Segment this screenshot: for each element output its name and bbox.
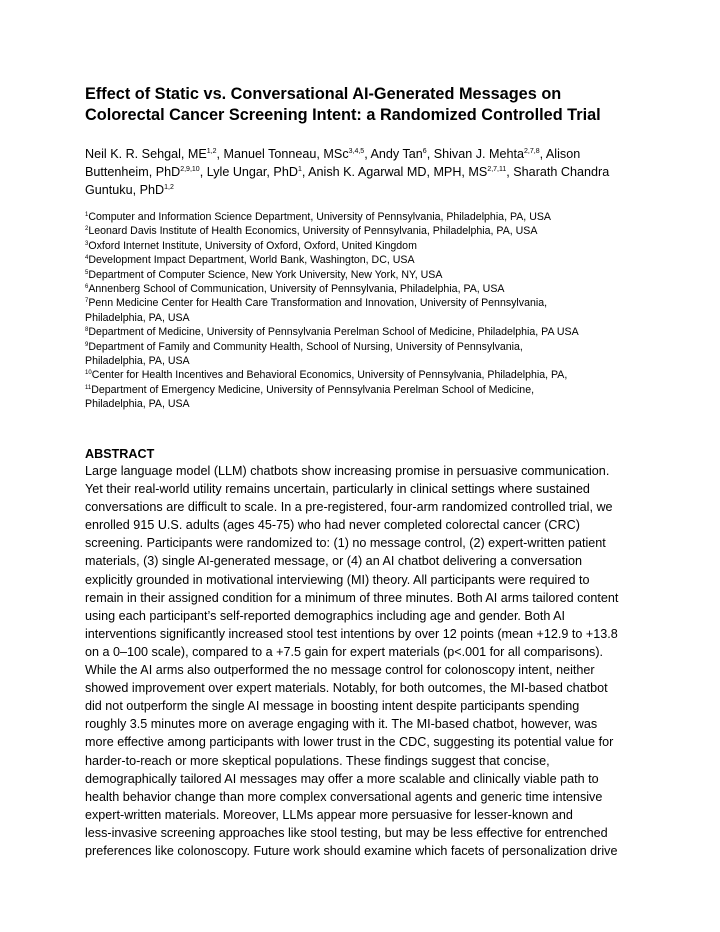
affiliation-text: Department of Medicine, University of Pennsylvania Perelman School of Medicine, Philadelphia, PA USA [88, 326, 579, 339]
author-name: Manuel Tonneau, MSc [223, 147, 349, 161]
affiliation-list [85, 210, 645, 412]
abstract-line: materials, (3) single AI-generated message, or (4) an AI chatbot delivering a conversation [85, 554, 583, 569]
abstract-line: expert-written materials. Moreover, LLMs appear more persuasive for lesser-known and [85, 807, 573, 822]
author-affil-sup: 2,7,11 [487, 166, 507, 173]
affiliation-item [85, 253, 645, 267]
affiliation-text: Department of Family and Community Health, School of Nursing, University of Pennsylvania, [88, 340, 523, 353]
affiliation-item [85, 368, 645, 382]
abstract-line: did not outperform the single AI message in boosting intent despite participants spending [85, 699, 580, 714]
abstract-line: interventions significantly increased stool test intentions by over 12 points (mean +12.9 to +13.8 [85, 626, 618, 641]
abstract-line: conversations are difficult to scale. In a pre-registered, four-arm randomized controlled trial, we [85, 500, 613, 515]
affiliation-number: 3 [85, 240, 89, 247]
affiliation-text: Oxford Internet Institute, University of Oxford, Oxford, United Kingdom [88, 239, 417, 252]
affiliation-number: 1 [85, 212, 89, 218]
abstract-line: harder-to-reach or more skeptical populations. These findings suggest that concise, [85, 753, 550, 768]
affiliation-number: 2 [85, 226, 89, 233]
affiliation-text: Department of Emergency Medicine, University of Pennsylvania Perelman School of Medicine, [91, 383, 535, 396]
affiliation-text: Computer and Information Science Department, University of Pennsylvania, Philadelphia, PA, USA [88, 211, 551, 223]
author-name-part: Guntuku, PhD [85, 183, 165, 197]
affiliation-item [85, 224, 645, 238]
affiliation-text: Penn Medicine Center for Health Care Transformation and Innovation, University of Pennsylvania, [88, 297, 548, 310]
affiliation-number: 8 [85, 327, 89, 334]
affiliation-number: 11 [85, 384, 92, 391]
abstract-line: preferences like colonoscopy. Future work should examine which facets of personalization drive [85, 843, 618, 858]
abstract-line: more effective among participants with lower trust in the CDC, suggesting its potential value for [85, 735, 614, 750]
paper-title [85, 84, 637, 126]
author-name: Andy Tan [370, 147, 423, 161]
abstract-line: remain in their assigned condition for a minimum of three minutes. Both AI arms tailored content [85, 590, 619, 605]
abstract-line: Yet their real-world utility remains uncertain, particularly in clinical settings where sustained [85, 482, 590, 497]
abstract-line: showed improvement over expert materials. Notably, for both outcomes, the MI-based chatbot [85, 681, 608, 696]
affiliation-number: 9 [85, 341, 89, 348]
author-line [85, 181, 645, 199]
affiliation-item [85, 239, 645, 253]
abstract-heading: ABSTRACT [85, 447, 155, 461]
affiliation-number: 5 [85, 269, 89, 276]
title-line: Effect of Static vs. Conversational AI-Generated Messages on [85, 85, 562, 103]
author-affil-sup: 1,2 [164, 184, 174, 191]
author-name-part: Buttenheim, PhD [85, 165, 181, 179]
affiliation-number: 6 [85, 284, 89, 291]
affiliation-text: Leonard Davis Institute of Health Economics, University of Pennsylvania, Philadelphia, PA, USA [88, 225, 538, 238]
author-name: Lyle Ungar, PhD [206, 165, 298, 179]
affiliation-text: Department of Computer Science, New York University, New York, NY, USA [88, 268, 443, 281]
abstract-line: health behavior change than more complex conversational agents and generic time intensive [85, 789, 603, 804]
affiliation-text-continued: Philadelphia, PA, USA [85, 311, 190, 324]
affiliation-number: 4 [85, 255, 89, 262]
author-affil-sup: 1 [297, 166, 302, 173]
author-affil-sup: 3,4,5 [348, 148, 365, 155]
abstract-line: enrolled 915 U.S. adults (ages 45-75) who had never completed colorectal cancer (CRC) [85, 518, 580, 533]
author-affil-sup: 2,7,8 [524, 148, 540, 155]
affiliation-number: 7 [85, 298, 89, 305]
author-name: Shivan J. Mehta [433, 147, 525, 161]
author-name: Anish K. Agarwal MD, MPH, MS [308, 165, 488, 179]
author-name-part: Sharath Chandra [513, 165, 610, 179]
author-name-part: Alison [545, 147, 581, 161]
abstract-line: roughly 3.5 minutes more on average engaging with it. The MI-based chatbot, however, was [85, 717, 598, 732]
abstract-line: on a 0–100 scale), compared to a +7.5 gain for expert materials (p<.001 for all comparisons). [85, 644, 604, 659]
abstract-body [85, 462, 645, 860]
abstract-line: less-invasive screening approaches like stool testing, but may be less effective for entrenched [85, 825, 608, 840]
author-list [85, 145, 645, 199]
affiliation-item [85, 340, 645, 354]
abstract-line: Large language model (LLM) chatbots show increasing promise in persuasive communication. [85, 464, 610, 478]
abstract-line: explicitly grounded in motivational interviewing (MI) theory. All participants were required to [85, 572, 590, 587]
affiliation-text: Development Impact Department, World Bank, Washington, DC, USA [88, 254, 415, 267]
abstract-line: demographically tailored AI messages may offer a more scalable and clinically viable path to [85, 771, 599, 786]
affiliation-text-continued: Philadelphia, PA, USA [85, 398, 190, 411]
affiliation-item [85, 282, 645, 296]
author-line: Buttenheim, PhD$^{2,9,10}$, Lyle Ungar, PhD$^1$, Anish K. Agarwal MD, MPH, MS$^{2,7,11}$, Sharath Chandra [85, 165, 610, 179]
author-name: Neil K. R. Sehgal, ME [85, 147, 207, 161]
affiliation-item [85, 268, 645, 282]
affiliation-text: Annenberg School of Communication, University of Pennsylvania, Philadelphia, PA, USA [88, 283, 505, 296]
author-line: Neil K. R. Sehgal, ME$^{1,2}$, Manuel Tonneau, MSc$^{3,4,5}$, Andy Tan$^6$, Shivan J. Mehta$^{2,7,8}$, Alison [85, 147, 581, 161]
affiliation-item [85, 210, 645, 224]
author-affil-sup: 2,9,10 [180, 166, 200, 173]
affiliation-item [85, 296, 645, 310]
author-affil-sup: 6 [422, 148, 427, 155]
affiliation-item [85, 325, 645, 339]
abstract-line: screening. Participants were randomized to: (1) no message control, (2) expert-written patient [85, 536, 606, 551]
title-line: Colorectal Cancer Screening Intent: a Randomized Controlled Trial [85, 106, 601, 124]
affiliation-text: Center for Health Incentives and Behavioral Economics, University of Pennsylvania, Philadelphia, PA, [91, 369, 568, 382]
affiliation-text-continued: Philadelphia, PA, USA [85, 355, 190, 368]
affiliation-number: 10 [85, 370, 92, 377]
author-affil-sup: 1,2 [206, 148, 217, 155]
affiliation-item [85, 383, 645, 397]
abstract-line: While the AI arms also outperformed the no message control for colonoscopy intent, neither [85, 663, 595, 678]
abstract-line: using each participant’s self-reported demographics including age and gender. Both AI [85, 608, 566, 623]
